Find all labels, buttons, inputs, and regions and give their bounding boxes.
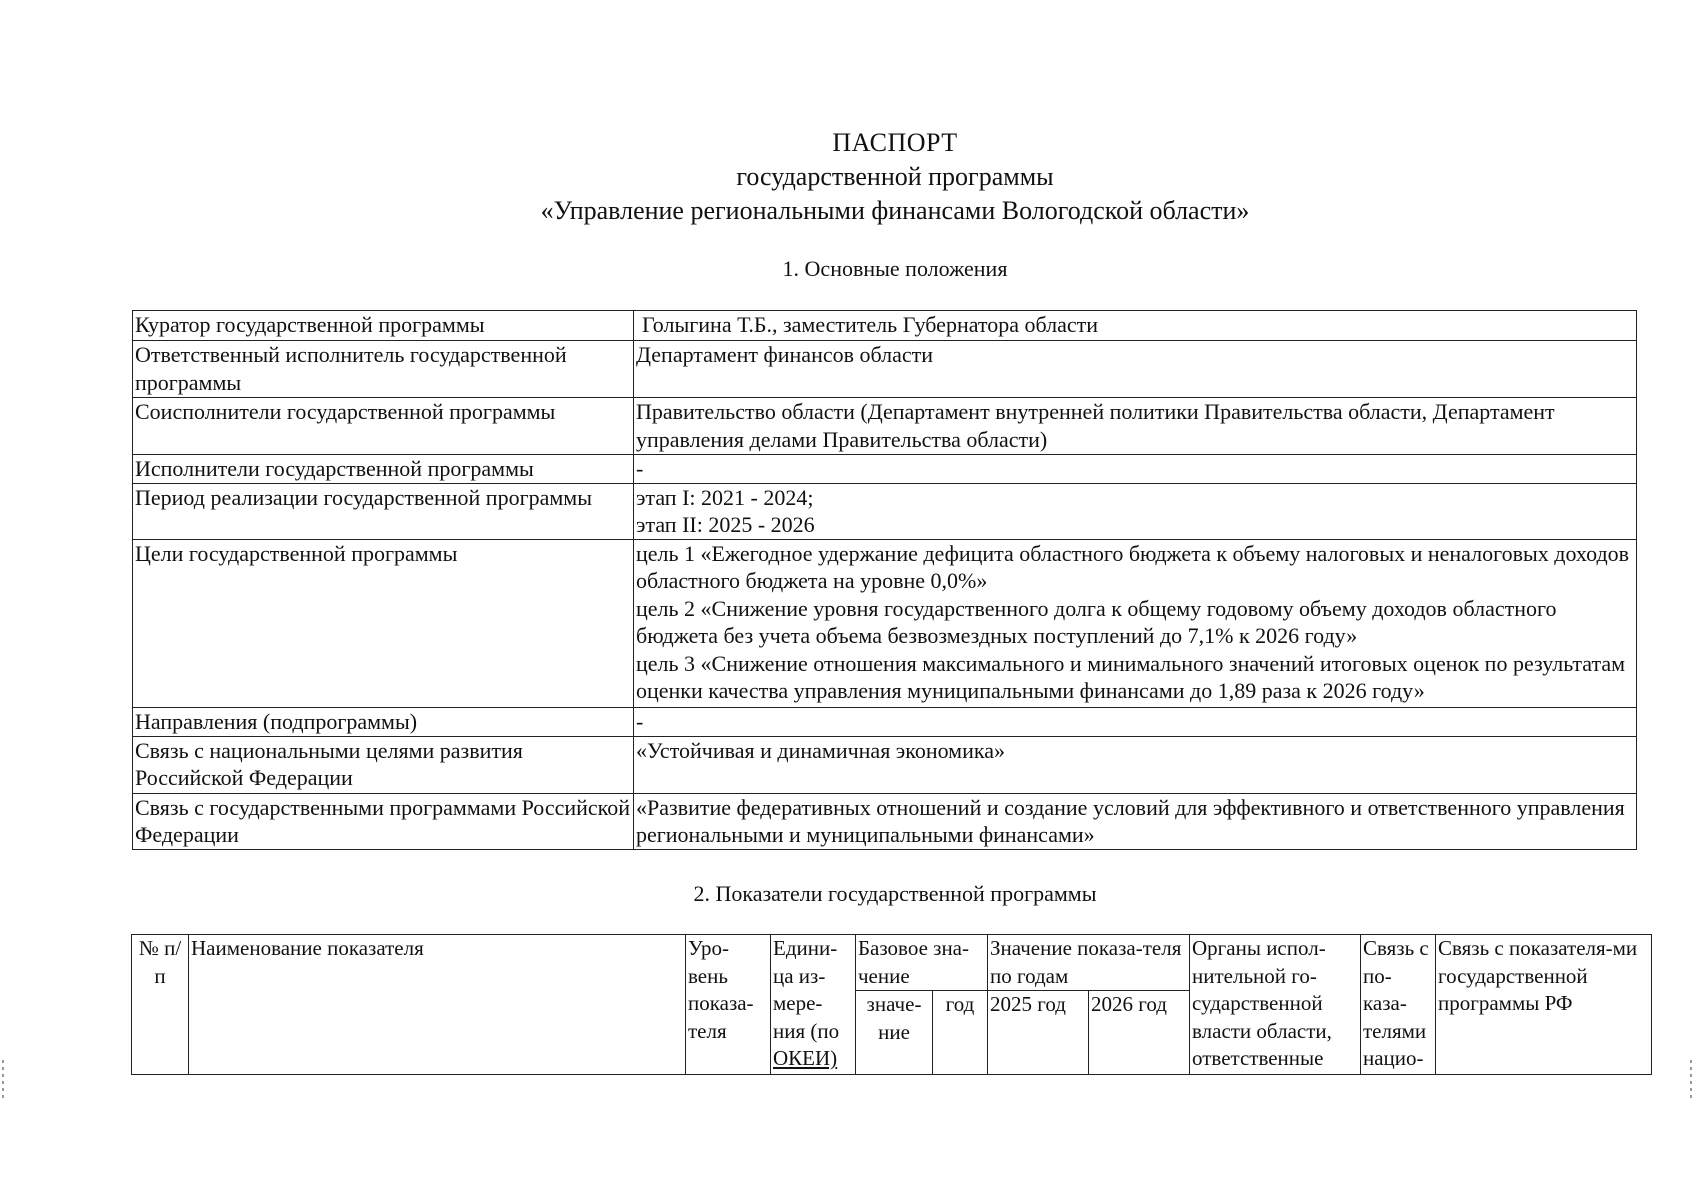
stage-line: этап II: 2025 - 2026 (636, 512, 815, 537)
table-row (133, 341, 1637, 398)
goal-line: цель 3 «Снижение отношения максимального и минимального значений итоговых оценок по результатам оценки качества управления муниципальными финансами до 1,89 раза к 2026 году» (636, 650, 1626, 703)
row-key: Период реализации государственной программы (133, 483, 634, 539)
passport-title: ПАСПОРТ (832, 128, 958, 157)
table-header-row (132, 935, 1652, 991)
header-link-rf: Связь с показателя-ми государственной программы РФ (1436, 935, 1652, 1075)
stage-line: этап I: 2021 - 2024; (636, 484, 814, 510)
section2-title: 2. Показатели государственной программы (693, 881, 1097, 906)
table-row (133, 398, 1637, 455)
header-unit (771, 935, 856, 1075)
header-2025: 2025 год (988, 991, 1089, 1075)
row-key: Связь с национальными целями развития Российской Федерации (133, 736, 634, 793)
row-value: Департамент финансов области (634, 341, 1637, 398)
scan-edge-mark (2, 1060, 4, 1100)
header-2026: 2026 год (1089, 991, 1190, 1075)
section1-title: 1. Основные положения (782, 256, 1008, 281)
header-link-national: Связь с по-каза-телями нацио- (1361, 935, 1436, 1075)
header-level: Уро-вень показа-теля (686, 935, 771, 1075)
row-key: Куратор государственной программы (133, 311, 634, 341)
table-row (133, 455, 1637, 484)
row-key: Цели государственной программы (133, 539, 634, 707)
table-row (133, 539, 1637, 707)
table-row (133, 707, 1637, 736)
header-base-year: год (933, 991, 988, 1075)
indicators-table (131, 934, 1652, 1075)
row-value: «Развитие федеративных отношений и создание условий для эффективного и ответственного управления региональными и муниципальными финансами» (634, 793, 1637, 849)
unit-okei: ОКЕИ) (773, 1046, 838, 1070)
row-value (634, 539, 1637, 707)
header-num: № п/п (132, 935, 189, 1075)
scan-edge-mark (1690, 1060, 1692, 1100)
table-row (133, 793, 1637, 849)
row-key: Направления (подпрограммы) (133, 707, 634, 736)
goal-line: цель 1 «Ежегодное удержание дефицита областного бюджета к объему налоговых и неналоговых доходов областного бюджета на уровне 0,0%» (636, 540, 1630, 593)
table-row (133, 736, 1637, 793)
table-row (133, 483, 1637, 539)
program-name: «Управление региональными финансами Вологодской области» (540, 196, 1250, 225)
row-key: Соисполнители государственной программы (133, 398, 634, 455)
header-values: Значение показа-теля по годам (988, 935, 1190, 991)
document-title (0, 126, 1697, 228)
row-value: Правительство области (Департамент внутренней политики Правительства области, Департамент управления делами Правительства области) (634, 398, 1637, 455)
passport-subtitle: государственной программы (736, 162, 1054, 191)
header-base-value: значе-ние (856, 991, 933, 1075)
row-value: - (634, 455, 1637, 484)
row-value: - (634, 707, 1637, 736)
row-value: «Устойчивая и динамичная экономика» (634, 736, 1637, 793)
row-key: Связь с государственными программами Российской Федерации (133, 793, 634, 849)
basic-provisions-table (132, 310, 1637, 850)
row-value: Голыгина Т.Б., заместитель Губернатора области (634, 311, 1637, 341)
header-base: Базовое зна-чение (856, 935, 988, 991)
header-organs: Органы испол-нительной го-сударственной власти области, ответственные (1190, 935, 1361, 1075)
row-key: Исполнители государственной программы (133, 455, 634, 484)
row-value (634, 483, 1637, 539)
table-row (133, 311, 1637, 341)
goal-line: цель 2 «Снижение уровня государственного долга к общему годовому объему доходов областного бюджета без учета объема безвозмездных поступлений до 7,1% к 2026 году» (636, 595, 1557, 648)
header-name: Наименование показателя (189, 935, 686, 1075)
row-key: Ответственный исполнитель государственной программы (133, 341, 634, 398)
unit-label: Едини-ца из-мере-ния (по (773, 936, 840, 1043)
